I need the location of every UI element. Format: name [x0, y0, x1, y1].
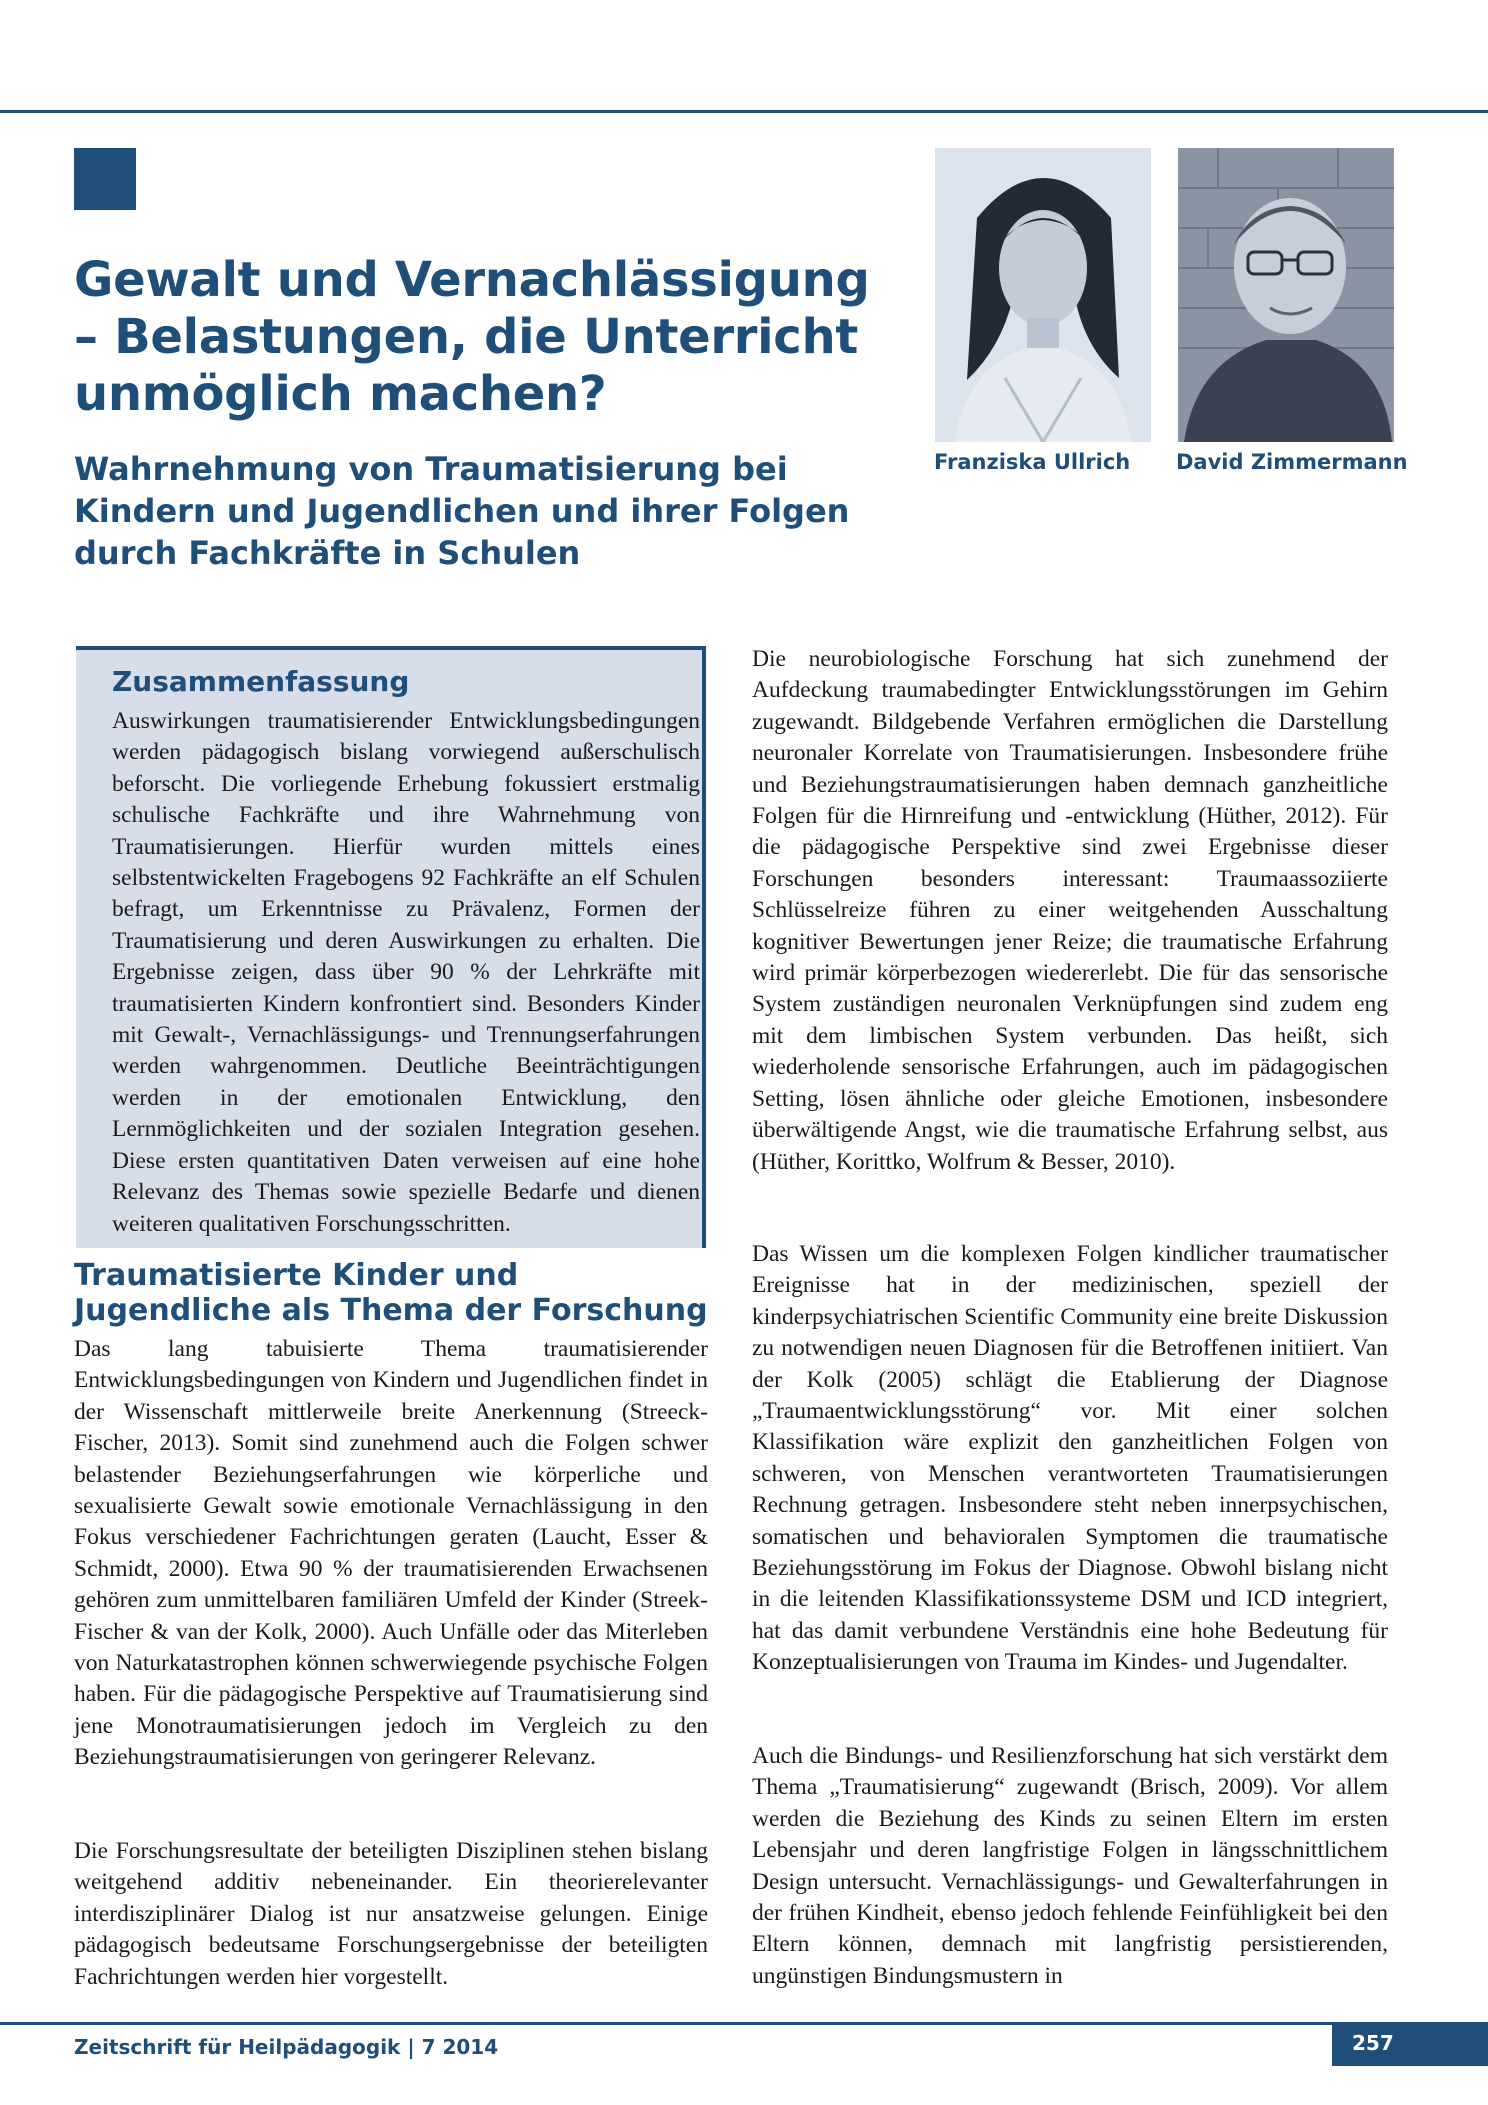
accent-square	[74, 148, 136, 210]
summary-heading: Zusammenfassung	[112, 665, 410, 698]
paragraph: Das Wissen um die komplexen Folgen kindlicher traumatischer Ereignisse hat in der medizinischen, speziell der kinderpsychiatrischen Scientific Community eine breite Diskussion zu notwendigen neuen Diagnosen für die Betroffenen initiiert. Van der Kolk (2005) schlägt die Etablierung der Diagnose „Traumaentwicklungsstörung“ vor. Mit einer solchen Klassifikation wäre explizit den ganzheitlichen Folgen von schweren, von Menschen verantworteten Traumatisierungen Rechnung getragen. Insbesondere steht neben innerpsychischen, somatischen und behavioralen Symptomen die traumatische Beziehungsstörung im Fokus der Diagnose. Obwohl bislang nicht in die leitenden Klassifikationssysteme DSM und ICD integriert, hat das damit verbundene Verständnis eine hohe Bedeutung für Konzeptualisierungen von Trauma im Kindes- und Jugendalter.	[752, 1241, 1388, 1676]
section-heading: Traumatisierte Kinder und Jugendliche als Thema der Forschung	[74, 1258, 708, 1328]
top-rule	[0, 110, 1488, 113]
paragraph: Die Forschungsresultate der beteiligten Disziplinen stehen bislang weitgehend additiv nebeneinander. Ein theorierelevanter interdisziplinärer Dialog ist nur ansatzweise gelungen. Einige pädagogisch bedeutsame Forschungsergebnisse der beteiligten Fachrichtungen werden hier vorgestellt.	[74, 1838, 708, 1990]
author-name: David Zimmermann	[1176, 450, 1408, 474]
page-number: 257	[1352, 2031, 1394, 2055]
author-photo-franziska-ullrich	[935, 148, 1151, 442]
author-name: Franziska Ullrich	[934, 450, 1131, 474]
article-subtitle: Wahrnehmung von Traumatisierung bei Kindern und Jugendlichen und ihrer Folgen durch Fachkräfte in Schulen	[74, 450, 850, 572]
journal-footer: Zeitschrift für Heilpädagogik | 7 2014	[74, 2035, 499, 2059]
author-photo-david-zimmermann	[1178, 148, 1394, 442]
paragraph: Auch die Bindungs- und Resilienzforschung hat sich verstärkt dem Thema „Traumatisierung“ zugewandt (Brisch, 2009). Vor allem werden die Beziehung des Kinds zu seinen Eltern im ersten Lebensjahr und deren langfristige Folgen in längsschnittlichem Design untersucht. Vernachlässigungs- und Gewalterfahrungen in der frühen Kindheit, ebenso jedoch fehlende Feinfühligkeit bei den Eltern können, demnach mit langfristig persistierenden, ungünstigen Bindungsmustern in	[752, 1743, 1388, 1989]
summary-text: Auswirkungen traumatisierender Entwicklungsbedingungen werden pädagogisch bislang vorwiegend außerschulisch beforscht. Die vorliegende Erhebung fokussiert erstmalig schulische Fachkräfte und ihre Wahrnehmung von Traumatisierungen. Hierfür wurden mittels eines selbstentwickelten Fragebogens 92 Fachkräfte an elf Schulen befragt, um Erkenntnisse zu Prävalenz, Formen der Traumatisierung und deren Auswirkungen zu erhalten. Die Ergebnisse zeigen, dass über 90 % der Lehrkräfte mit traumatisierten Kindern konfrontiert sind. Besonders Kinder mit Gewalt-, Vernachlässigungs- und Trennungserfahrungen werden wahrgenommen. Deutliche Beeinträchtigungen werden in der emotionalen Entwicklung, den Lernmöglichkeiten und der sozialen Integration gesehen. Diese ersten quantitativen Daten verweisen auf eine hohe Relevanz des Themas sowie spezielle Bedarfe und dienen weiteren qualitativen Forschungsschritten.	[112, 708, 700, 1237]
paragraph: Die neurobiologische Forschung hat sich zunehmend der Aufdeckung traumabedingter Entwicklungsstörungen im Gehirn zugewandt. Bildgebende Verfahren ermöglichen die Darstellung neuronaler Korrelate von Traumatisierungen. Insbesondere frühe und Beziehungstraumatisierungen haben demnach ganzheitliche Folgen für die Hirnreifung und -entwicklung (Hüther, 2012). Für die pädagogische Perspektive sind zwei Ergebnisse dieser Forschungen besonders interessant: Traumaassoziierte Schlüsselreize führen zu einer weitgehenden Ausschaltung kognitiver Bewertungen jener Reize; die traumatische Erfahrung wird primär körperbezogen wiedererlebt. Die für das sensorische System zuständigen neuronalen Verknüpfungen sind zudem eng mit dem limbischen System verbunden. Das heißt, sich wiederholende sensorische Erfahrungen, auch im pädagogischen Setting, lösen ähnliche oder gleiche Emotionen, insbesondere überwältigende Angst, wie die traumatische Erfahrung selbst, aus (Hüther, Korittko, Wolfrum & Besser, 2010).	[752, 646, 1388, 1175]
paragraph: Das lang tabuisierte Thema traumatisierender Entwicklungsbedingungen von Kindern und Jugendlichen findet in der Wissenschaft mittlerweile breite Anerkennung (Streeck-Fischer, 2013). Somit sind zunehmend auch die Folgen schwer belastender Beziehungserfahrungen wie körperliche und sexualisierte Gewalt sowie emotionale Vernachlässigung in den Fokus verschiedener Fachrichtungen geraten (Laucht, Esser & Schmidt, 2000). Etwa 90 % der traumatisierenden Erwachsenen gehören zum unmittelbaren familiären Umfeld der Kinder (Streek-Fischer & van der Kolk, 2000). Auch Unfälle oder das Miterleben von Naturkatastrophen können schwerwiegende psychische Folgen haben. Für die pädagogische Perspektive auf Traumatisierung sind jene Monotraumatisierungen jedoch im Vergleich zu den Beziehungstraumatisierungen von geringerer Relevanz.	[74, 1336, 708, 1771]
footer-rule	[0, 2022, 1488, 2025]
article-title: Gewalt und Vernachlässigung – Belastungen, die Unterricht unmöglich machen?	[74, 252, 870, 422]
